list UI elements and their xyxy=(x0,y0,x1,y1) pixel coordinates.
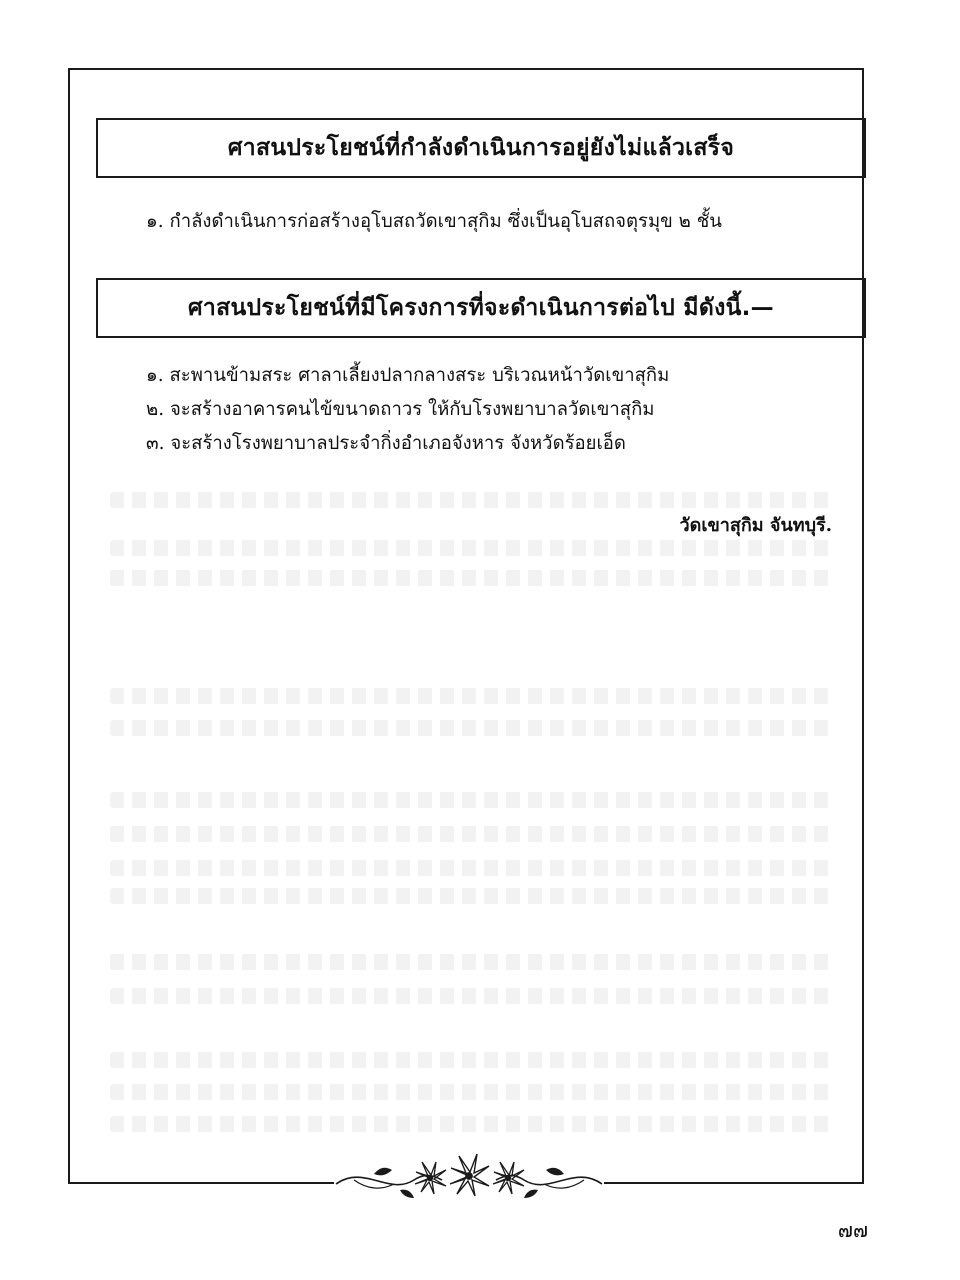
show-through-line xyxy=(110,888,830,904)
planned-item-1: ๑. สะพานข้ามสระ ศาลาเลี้ยงปลากลางสระ บริเวณหน้าวัดเขาสุกิม xyxy=(146,365,670,386)
show-through-line xyxy=(110,954,830,970)
show-through-line xyxy=(110,1052,830,1068)
heading-planned-projects xyxy=(96,278,866,338)
show-through-line xyxy=(110,688,830,704)
show-through-line xyxy=(110,720,830,736)
ongoing-item-1: ๑. กำลังดำเนินการก่อสร้างอุโบสถวัดเขาสุกิม ซึ่งเป็นอุโบสถจตุรมุข ๒ ชั้น xyxy=(146,211,722,232)
planned-item-3: ๓. จะสร้างโรงพยาบาลประจำกิ่งอำเภอจังหาร จังหวัดร้อยเอ็ด xyxy=(146,433,626,454)
floral-vine-ornament-icon xyxy=(334,1150,604,1206)
show-through-line xyxy=(110,860,830,876)
show-through-line xyxy=(110,1116,830,1132)
heading-ongoing-projects xyxy=(96,118,866,178)
show-through-line xyxy=(110,492,830,508)
page-number: ๗๗ xyxy=(837,1218,868,1242)
show-through-line xyxy=(110,1084,830,1100)
signature: วัดเขาสุกิม จันทบุรี. xyxy=(679,515,832,536)
show-through-line xyxy=(110,540,830,556)
show-through-line xyxy=(110,988,830,1004)
show-through-line xyxy=(110,792,830,808)
page-frame xyxy=(68,68,864,1184)
planned-item-2: ๒. จะสร้างอาคารคนไข้ขนาดถาวร ให้กับโรงพยาบาลวัดเขาสุกิม xyxy=(146,399,655,420)
show-through-line xyxy=(110,826,830,842)
heading-planned-projects-text: ศาสนประโยชน์ที่มีโครงการที่จะดำเนินการต่อไป มีดังนี้.— xyxy=(188,295,774,321)
show-through-line xyxy=(110,570,830,586)
floral-ornament-icon xyxy=(334,1150,604,1206)
heading-ongoing-projects-text: ศาสนประโยชน์ที่กำลังดำเนินการอยู่ยังไม่แล้วเสร็จ xyxy=(227,135,735,161)
